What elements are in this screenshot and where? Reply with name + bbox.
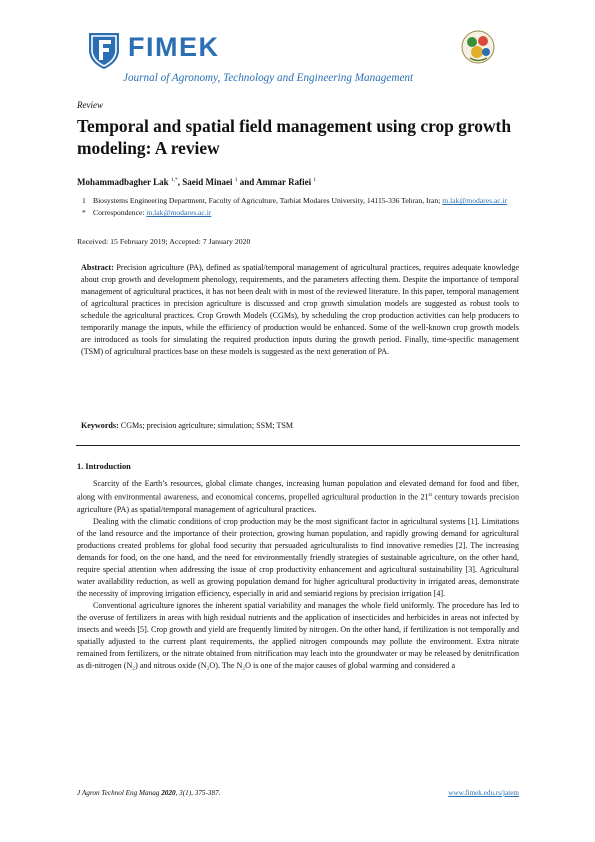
correspondence-email-link[interactable]: m.lak@modares.ac.ir (146, 208, 212, 217)
keywords-label: Keywords: (81, 421, 119, 430)
affiliations (82, 195, 522, 219)
affiliation-row (82, 195, 522, 207)
section-body (77, 478, 519, 672)
author-name: Ammar Rafiei (256, 177, 312, 187)
superscript: st (428, 493, 432, 499)
author-name: Mohammadbagher Lak (77, 177, 169, 187)
abstract-label: Abstract: (81, 263, 114, 272)
author-list (77, 177, 316, 187)
paragraph: Conventional agriculture ignores the inherent spatial variability and manages the whole field uniformly. The procedure has led to the overuse of fertilizers in areas with high residual nutrients and the application of insecticides and herbicides in areas not infected by insects and weeds [5]. Crop growth and yield are frequently limited by nitrogen. On the other hand, if fertilization is not temporally and spatially adjusted to the current plant requirements, the applied nitrogen compounds may pollute the environment. Extra nitrate remained from fertilizers, or the nitrate obtained from nitrification may leach into the groundwater or may be released by denitrification as di-nitrogen (N₂) and nitrous oxide (N₂O). The N₂O is one of the major causes of global warming and considered a (77, 601, 519, 671)
abstract-text: Precision agriculture (PA), defined as spatial/temporal management of agricultural practices, requires adequate knowledge about crop growth and development phenology, requirements, and the parameters affecting them. Despite the importance of temporal management of agricultural practices, it has not been dealt with in most of the reviewed literature. In this paper, temporal management of agricultural practices in precision agriculture is discussed and crop growth simulation models are suggested as robust tools to schedule the agricultural practices. Crop Growth Models (CGMs), by scheduling the crop production activities can help producers to temporarily manage the inputs, while the efficiency of production would be enhanced. Some of the well-known crop growth models are introduced as tools for simulating the required production inputs during the growth period. Finally, time-specific management (TSM) of agricultural practices base on these models is suggested as the next generation of PA. (81, 263, 519, 357)
journal-name: Journal of Agronomy, Technology and Engineering Management (123, 72, 414, 84)
author-email-link[interactable]: m.lak@modares.ac.ir (442, 196, 508, 205)
keywords-text: CGMs; precision agriculture; simulation; SSM; TSM (118, 421, 294, 430)
affiliation-text: Biosystems Engineering Department, Faculty of Agriculture, Tarbiat Modares University, 14115-336 Tehran, Iran; m.lak@modares.ac.ir (93, 196, 508, 205)
author-marks: 1,* (170, 177, 178, 183)
journal-url-link[interactable]: www.fimek.edu.rs/jatem (448, 789, 519, 797)
correspondence-mark: * (82, 208, 86, 217)
footer-citation: J Agron Technol Eng Manag 2020, 3(1), 375-387. (77, 789, 221, 797)
journal-emblem (460, 28, 496, 66)
author-name: Saeid Minaei (182, 177, 233, 187)
author-separator: , (177, 177, 183, 187)
brand-name: FIMEK (128, 32, 220, 62)
correspondence-text: Correspondence: m.lak@modares.ac.ir (93, 208, 212, 217)
article-title: Temporal and spatial field management using crop growth modeling: A review (77, 116, 512, 158)
article-type: Review (77, 100, 103, 110)
fimek-shield-logo (86, 30, 122, 70)
keywords (81, 421, 293, 430)
author-marks: 1 (234, 177, 238, 183)
abstract (81, 262, 519, 358)
article-dates: Received: 15 February 2019; Accepted: 7 January 2020 (77, 237, 251, 246)
author-marks: 1 (313, 177, 317, 183)
section-heading: 1. Introduction (77, 462, 131, 471)
paragraph: Scarcity of the Earth’s resources, global climate changes, increasing human population and elevated demand for food and fiber, along with environmental awareness, and economical concerns, propelled agricultural production in the 21st century towards precision agriculture (PA) as spatial/temporal management of agricultural practices. (77, 479, 519, 514)
section-divider (76, 445, 520, 446)
paragraph: Dealing with the climatic conditions of crop production may be the most significant factor in agricultural systems [1]. Limitations of the land resource and the importance of their protection, growing human population, and rapidly growing demand for agricultural productions created problems for global food security that persuaded agriculturalists to find innovative remedies [2]. The increasing demands for food, on the one hand, and the need for environmentally friendly strategies of sustainable agriculture, on the other hand, require special attention when addressing the issue of crop productivity enhancement and agricultural sustainability [3]. Agricultural water availability reduction, as well as growing population demand for higher agricultural productivity in irrigated areas, demonstrate the necessity of improving irrigation efficiency, especially in arid and semiarid regions by precision irrigation [4]. (77, 516, 519, 599)
author-separator: and (237, 177, 257, 187)
correspondence-row (82, 207, 522, 219)
affiliation-number: 1 (82, 196, 86, 205)
